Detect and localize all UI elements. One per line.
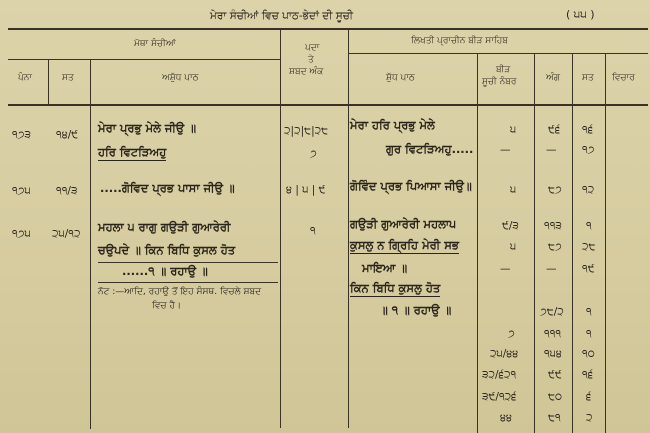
cell-bir: ੭	[508, 328, 515, 340]
cell-line: ੧੧/੩	[56, 185, 78, 197]
col-header-page: ਪੰਨਾ	[18, 73, 33, 83]
col-divider-3	[280, 28, 281, 428]
cell-sat: ੧੦	[582, 348, 595, 360]
cell-correct-text: ਮੇਰਾ ਹਰਿ ਪ੍ਰਭੁ ਮੇਲੇ	[350, 118, 435, 132]
cell-wrong-text: ਚਉਪਦੇ ॥ ਕਿਨ ਬਿਧਿ ਕੁਸਲ ਹੋਤ	[98, 243, 236, 257]
cell-page: ੧੭੫	[12, 228, 31, 240]
cell-correct-text: ਮਾਇਆ ॥	[362, 261, 408, 275]
cell-bir: —	[500, 144, 511, 156]
cell-ang: ੮੭	[548, 184, 562, 196]
col-divider-4	[348, 28, 349, 428]
cell-ang: ੧੧੧	[544, 328, 562, 340]
cell-ang: ੧੫੪	[544, 348, 562, 360]
cell-bir: ੯/੩	[502, 220, 519, 232]
col-header-correct: ਸ਼ੁੱਧ ਪਾਠ	[386, 73, 415, 83]
cell-wrong-text: ਹਰਿ ਵਿਟੜਿਅਹੁ	[98, 145, 167, 159]
cell-ang: ੮੧	[548, 412, 561, 424]
cell-bir: ੩੯/੧੨੬	[482, 391, 517, 403]
cell-page: ੧੭੩	[12, 129, 32, 141]
cell-sat: ੧	[586, 306, 592, 318]
note-text: ਵਿਚ ਹੈ।	[152, 301, 182, 311]
col-header-bir-2: ਸੂਚੀ ਨੰਬਰ	[482, 77, 517, 87]
col-header-sat: ਸਤ	[582, 73, 594, 83]
cell-sat: ੬	[586, 391, 592, 403]
cell-sat: ੧੬	[582, 369, 594, 381]
cell-sat: ੧੬	[582, 124, 594, 136]
cell-sat: ੧੭	[582, 144, 595, 156]
page-title: ਮੇਰਾ ਸੰਚੀਆਂ ਵਿਚ ਪਾਠ-ਭੇਦਾਂ ਦੀ ਸੂਚੀ	[210, 10, 353, 22]
cell-pad: ੭	[310, 148, 317, 160]
col-divider-2	[90, 59, 91, 429]
cell-sat: ੧	[586, 328, 592, 340]
cell-ang: —	[546, 144, 557, 156]
group-header-left: ਮੋਥਾ ਸੰਚੀਆਂ	[134, 39, 176, 49]
col-header-pad-3: ਸ਼ਬਦ ਅੰਕ	[289, 67, 324, 77]
cell-correct-text: ਕਿਨ ਬਿਧਿ ਕੁਸਲੁ ਹੋਤ	[350, 281, 441, 295]
col-header-ang: ਅੰਗ	[546, 73, 561, 83]
cell-line: ੧੪/੯	[56, 129, 79, 141]
cell-page: ੧੭੫	[12, 185, 31, 197]
col-divider-6	[534, 53, 535, 433]
col-header-line: ਸਤ	[62, 73, 74, 83]
cell-bir: ੫	[510, 184, 517, 196]
group-header-right: ਲਿਖਤੀ ਪ੍ਰਾਚੀਨ ਬੀੜ ਸਾਹਿਬ	[411, 36, 508, 46]
cell-bir: —	[500, 263, 511, 275]
cell-correct-text: ॥ ੧ ॥ ਰਹਾਉ ॥	[380, 303, 452, 317]
cell-bir: ੩੨/੬੨੧	[482, 369, 517, 381]
col-divider-5	[477, 53, 478, 433]
cell-pad: ੪ | ੫ | ੯	[286, 184, 326, 196]
cell-correct-text: ਗਉੜੀ ਗੁਆਰੇਰੀ ਮਹਲਾ੫	[350, 217, 456, 231]
cell-wrong-text: ......੧ ॥ ਰਹਾਉ ॥	[122, 264, 208, 278]
right-subheader-rule	[348, 53, 648, 54]
header-bottom-rule	[8, 104, 648, 106]
cell-ang: ੯੯	[548, 369, 562, 381]
note-text: ਨੋਟ :—ਆਦਿ, ਰਹਾਉ ਤੋਂ ਇਹ ਸੰਸਥ. ਵਿਚਲੇ ਸ਼ਬਦ	[98, 287, 262, 297]
cell-sat: ੨੮	[582, 241, 596, 253]
col-header-vichar: ਵਿਚਾਰ	[612, 73, 635, 83]
cell-bir: ੪੪	[500, 412, 513, 424]
cell-ang: ੧੧੩	[544, 220, 562, 232]
cell-ang: ੭੮/੨	[540, 306, 564, 318]
cell-wrong-text: .....ਗੋਵਿਦ ਪ੍ਰਭ ਪਾਸਾ ਜੀਉ ॥	[100, 181, 235, 195]
cell-bir: ੫	[510, 124, 517, 136]
cell-pad: ੨|੨|੮|੨੮	[284, 125, 329, 137]
cell-sat: ੨	[586, 412, 593, 424]
underline-rule	[98, 282, 278, 283]
cell-ang: —	[546, 263, 557, 275]
cell-ang: ੮੭	[548, 241, 562, 253]
col-divider-1	[48, 59, 49, 104]
cell-bir: ੫	[510, 241, 517, 253]
col-header-text: ਅਸ਼ੁੱਧ ਪਾਠ	[162, 73, 199, 83]
cell-ang: ੯੬	[548, 124, 561, 136]
cell-ang: ੮੦	[548, 391, 562, 403]
cell-bir: ੨੫/੪੪	[490, 348, 519, 360]
col-divider-7	[572, 53, 573, 433]
cell-wrong-text: ਮਹਲਾ ੫ ਰਾਗੁ ਗਉੜੀ ਗੁਆਰੇਰੀ	[98, 220, 231, 234]
cell-wrong-text: ਮੇਰਾ ਪ੍ਰਭੁ ਮੇਲੇ ਜੀਉ ॥	[98, 121, 196, 135]
cell-correct-text: ਕੁਸਲੁ ਨ ਗ੍ਰਿਹਿ ਮੇਰੀ ਸਭ	[350, 238, 459, 252]
page-number: ( ੫੫ )	[566, 8, 595, 21]
cell-correct-text: ਗੁਰ ਵਿਟੜਿਅਹੁ.....	[386, 142, 474, 156]
cell-sat: ੧੨	[582, 184, 595, 196]
cell-line: ੨੫/੧੨	[52, 228, 81, 240]
col-header-pad-1: ਪਦਾ	[305, 43, 320, 53]
top-rule	[8, 28, 648, 30]
col-divider-8	[605, 53, 606, 433]
col-header-pad-2: ਤੇ	[308, 55, 314, 65]
cell-pad: ੧	[310, 225, 316, 237]
cell-correct-text: ਗੋਵਿੰਦ ਪ੍ਰਭ ਪਿਆਸਾ ਜੀਉ॥	[350, 179, 472, 193]
underline-rule	[98, 262, 278, 263]
cell-sat: ੧	[586, 220, 592, 232]
col-header-bir-1: ਬੀੜ	[496, 65, 511, 75]
cell-sat: ੧੯	[582, 263, 595, 275]
